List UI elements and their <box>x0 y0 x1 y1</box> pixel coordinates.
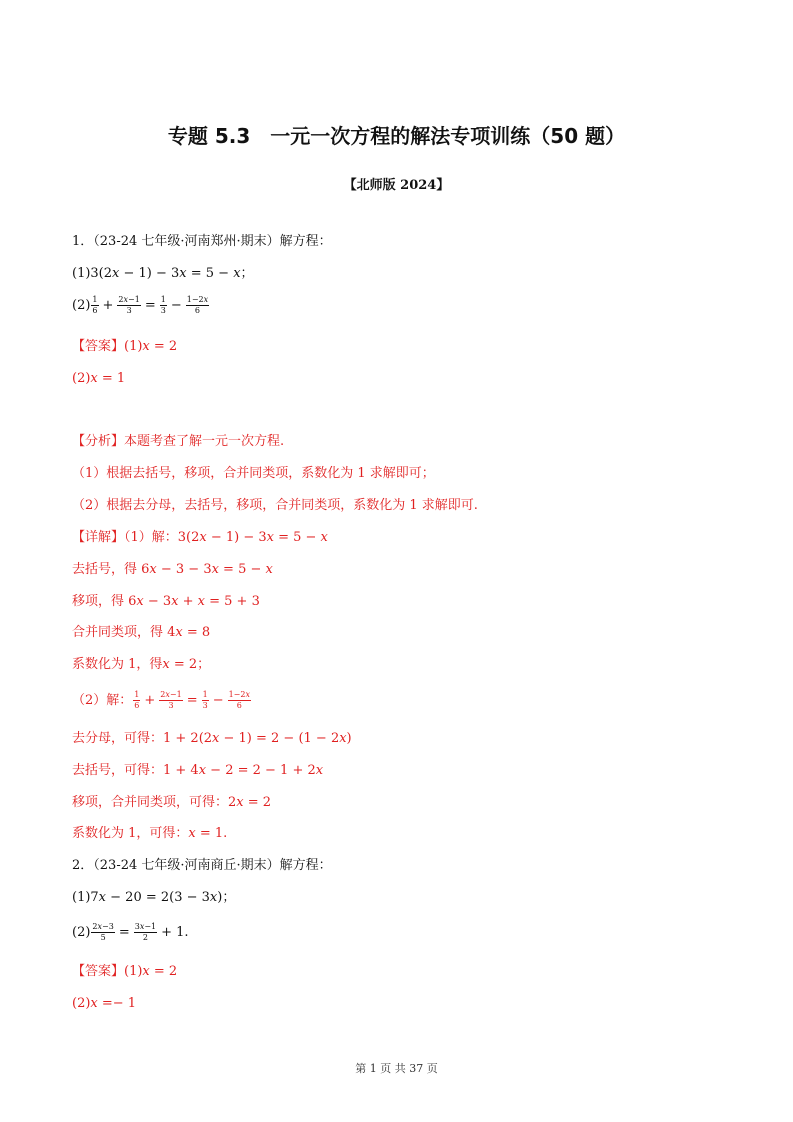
fraction: $\frac{\text{3𝑥−1}}{2}$ <box>134 922 157 942</box>
q1-step-4: 系数化为 1，得𝑥 = 2； <box>72 657 211 672</box>
q1-step-8: 系数化为 1，可得：𝑥 = 1. <box>72 826 228 841</box>
q1-header: 1．（23-24 七年级·河南郑州·期末）解方程： <box>72 234 332 249</box>
q1-detail-head: 【详解】（1）解：3(2𝑥 − 1) − 3𝑥 = 5 − 𝑥 <box>72 530 328 545</box>
fraction: $\frac{1}{3}$ <box>202 690 208 710</box>
fraction: $\frac{\text{2𝑥−1}}{3}$ <box>118 295 140 315</box>
q2-part2: (2) $\frac{\text{2𝑥−3}}{5}$ = $\frac{\text{3𝑥−1}}{2}$ + 1. <box>72 922 189 942</box>
fraction: $\frac{1}{6}$ <box>92 295 98 315</box>
page-footer: 第 1 页 共 37 页 <box>355 1062 438 1075</box>
q1-part2-prefix: (2) <box>72 298 91 313</box>
q1-step-7: 移项，合并同类项，可得：2𝑥 = 2 <box>72 795 272 810</box>
q2-header: 2．（23-24 七年级·河南商丘·期末）解方程： <box>72 858 332 873</box>
fraction: $\frac{\text{2𝑥−1}}{3}$ <box>160 690 182 710</box>
fraction: $\frac{1}{3}$ <box>160 295 166 315</box>
q2-answer-1: 【答案】(1)𝑥 = 2 <box>72 964 178 979</box>
q1-analysis-1: （1）根据去括号，移项，合并同类项，系数化为 1 求解即可； <box>72 466 435 481</box>
fraction: $\frac{\text{1−2𝑥}}{6}$ <box>186 295 209 315</box>
q1-part2-solution: （2）解： $\frac{1}{6}$ + $\frac{\text{2𝑥−1}}{3}$ = $\frac{1}{3}$ − $\frac{\text{1−2𝑥}}{6}$ <box>72 690 250 710</box>
q1-analysis-2: （2）根据去分母，去括号，移项，合并同类项，系数化为 1 求解即可. <box>72 498 478 513</box>
q1-step-6: 去括号，可得：1 + 4𝑥 − 2 = 2 − 1 + 2𝑥 <box>72 763 324 778</box>
fraction: $\frac{\text{1−2𝑥}}{6}$ <box>228 690 250 710</box>
q1-step-5: 去分母，可得：1 + 2(2𝑥 − 1) = 2 − (1 − 2𝑥) <box>72 731 352 746</box>
q1-step-2: 移项，得 6𝑥 − 3𝑥 + 𝑥 = 5 + 3 <box>72 594 260 609</box>
page-subtitle: 【北师版 2024】 <box>343 178 450 193</box>
q1-analysis: 【分析】本题考查了解一元一次方程. <box>72 434 285 449</box>
q1-answer-1: 【答案】(1)𝑥 = 2 <box>72 339 178 354</box>
q2-part1: (1)7𝑥 − 20 = 2(3 − 3𝑥)； <box>72 890 236 905</box>
q1-step-1: 去括号，得 6𝑥 − 3 − 3𝑥 = 5 − 𝑥 <box>72 562 273 577</box>
q1-part2: (2) $\frac{1}{6}$ + $\frac{\text{2𝑥−1}}{3}$ = $\frac{1}{3}$ − $\frac{\text{1−2𝑥}}{6}$ <box>72 295 209 315</box>
q1-part1: (1)3(2𝑥 − 1) − 3𝑥 = 5 − 𝑥； <box>72 266 254 281</box>
q2-answer-2: (2)𝑥 =− 1 <box>72 996 137 1011</box>
fraction: $\frac{1}{6}$ <box>134 690 140 710</box>
page-title: 专题 5.3 一元一次方程的解法专项训练（50 题） <box>167 124 626 148</box>
q1-answer-2: (2)𝑥 = 1 <box>72 371 126 386</box>
q1-step-3: 合并同类项，得 4𝑥 = 8 <box>72 625 211 640</box>
fraction: $\frac{\text{2𝑥−3}}{5}$ <box>92 922 114 942</box>
